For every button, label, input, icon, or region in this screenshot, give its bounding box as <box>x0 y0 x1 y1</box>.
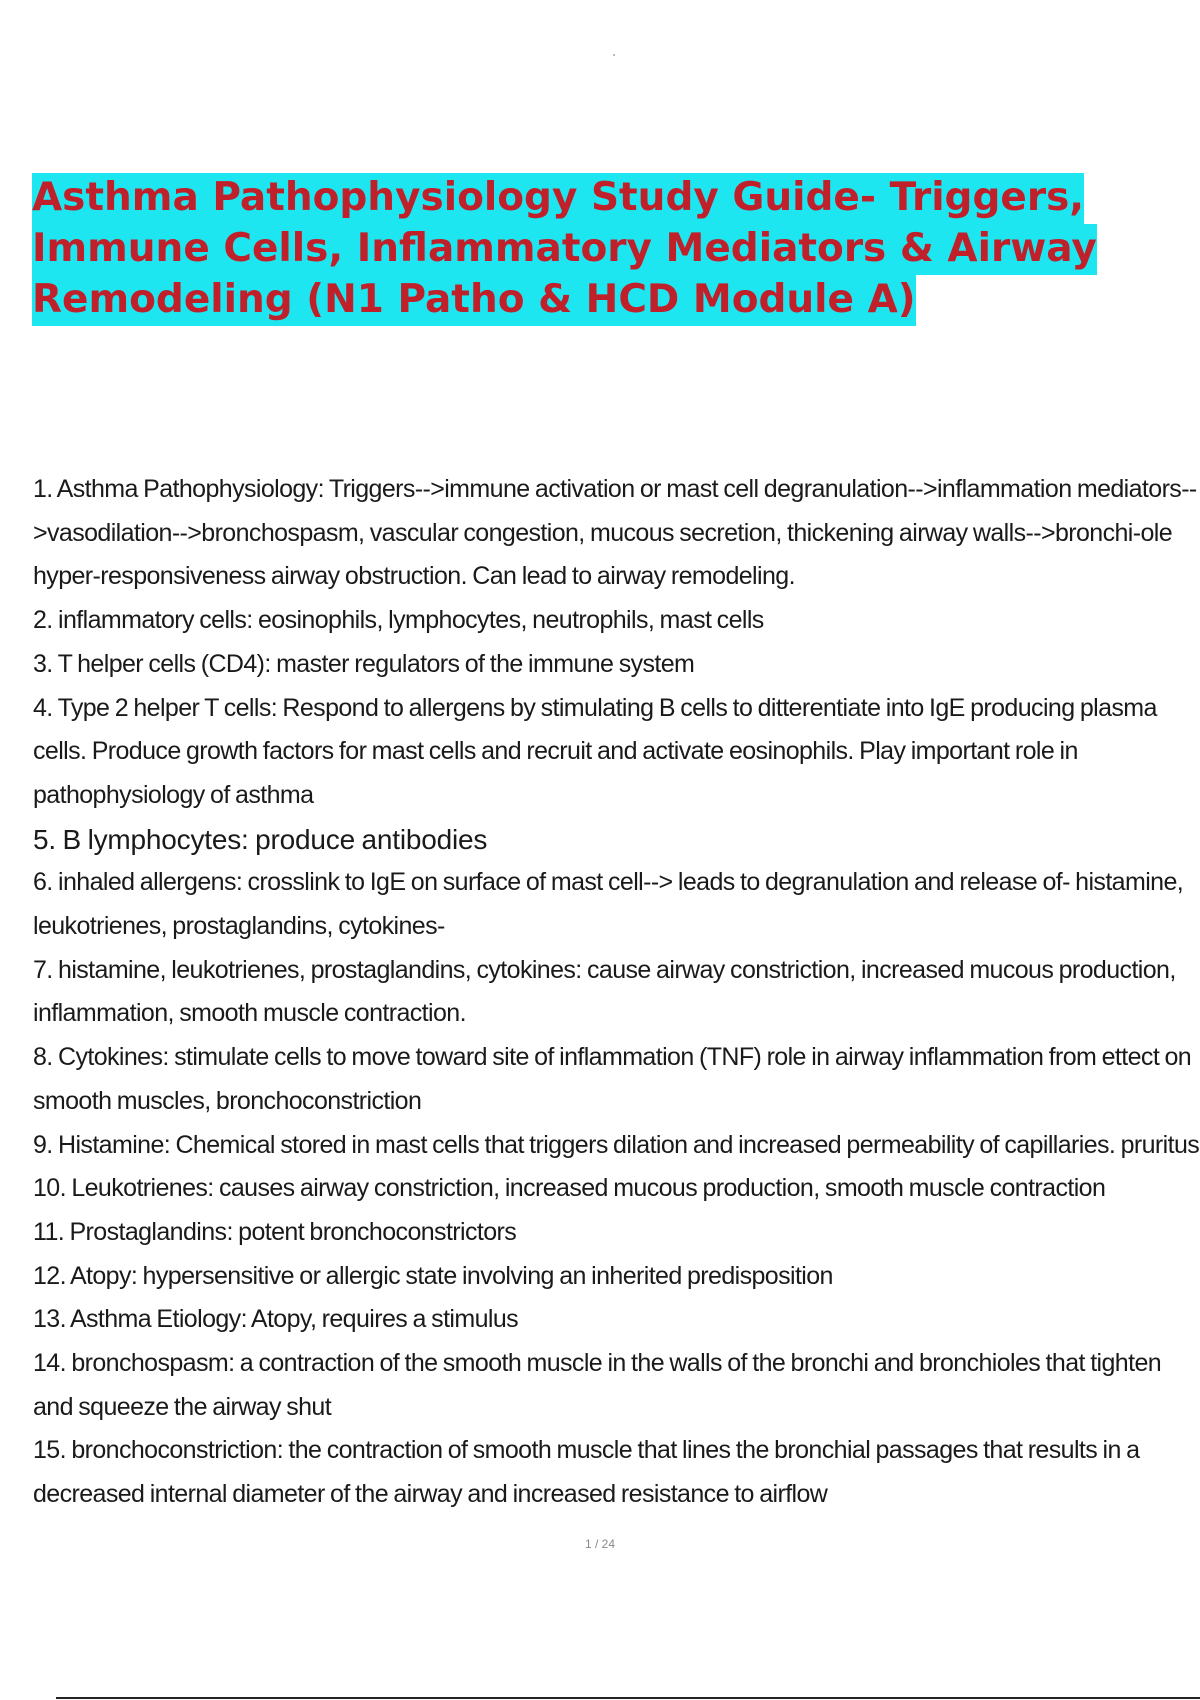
list-item <box>33 949 1200 1036</box>
item-text: Histamine: Chemical stored in mast cells that triggers dilation and increased permeability of capillaries. pruritus <box>58 1130 1200 1159</box>
list-item <box>33 1211 1200 1255</box>
item-text: inhaled allergens: crosslink to IgE on surface of mast cell--> leads to degranulation and release of- histamine, leukotrienes, prostaglandins, cytokines- <box>33 868 1184 941</box>
item-number: 15. <box>33 1436 66 1465</box>
item-text: Prostaglandins: potent bronchoconstrictors <box>69 1217 517 1246</box>
list-item <box>33 1255 1200 1299</box>
item-number: 5. <box>33 823 56 855</box>
item-number: 12. <box>33 1261 66 1290</box>
list-item <box>33 1036 1200 1123</box>
list-item <box>33 1167 1200 1211</box>
list-item <box>33 1342 1200 1429</box>
item-number: 6. <box>33 868 53 897</box>
study-guide-list <box>33 468 1200 1517</box>
item-text: bronchoconstriction: the contraction of smooth muscle that lines the bronchial passages that results in a decreased internal diameter of the airway and increased resistance to airflow <box>33 1436 1140 1509</box>
item-text: bronchospasm: a contraction of the smooth muscle in the walls of the bronchi and bronchioles that tighten and squeeze the airway shut <box>33 1349 1162 1421</box>
item-number: 2. <box>33 606 53 635</box>
item-text: Asthma Etiology: Atopy, requires a stimulus <box>69 1305 519 1334</box>
item-text: Type 2 helper T cells: Respond to allergens by stimulating B cells to ditterentiate into IgE producing plasma cells. Produce growth factors for mast cells and recruit and activate eosinophils. Play important role in pathophysiology of asthma <box>33 693 1157 809</box>
item-number: 4. <box>33 693 53 722</box>
list-item <box>33 643 1200 687</box>
list-item <box>33 687 1200 818</box>
list-item <box>33 1124 1200 1168</box>
item-number: 8. <box>33 1043 53 1072</box>
list-item <box>33 599 1200 643</box>
item-number: 10. <box>33 1174 66 1203</box>
list-item <box>33 468 1200 599</box>
item-text: T helper cells (CD4): master regulators of the immune system <box>57 649 695 678</box>
item-number: 3. <box>33 649 53 678</box>
item-text: Cytokines: stimulate cells to move toward site of inflammation (TNF) role in airway inflammation from ettect on smooth muscles, bronchoconstriction <box>33 1043 1192 1115</box>
item-number: 1. <box>33 475 53 503</box>
item-number: 13. <box>33 1305 66 1334</box>
item-text: Asthma Pathophysiology: Triggers-->immune activation or mast cell degranulation-->inflammation mediators-->vasodilation-->bronchospasm, vascular congestion, mucous secretion, thickening airway walls-->bronchi-ole hyper-responsiveness airway obstruction. Can lead to airway remodeling. <box>33 475 1197 591</box>
item-number: 14. <box>33 1349 66 1378</box>
item-text: Leukotrienes: causes airway constriction, increased mucous production, smooth muscle contraction <box>71 1174 1106 1203</box>
item-text: Atopy: hypersensitive or allergic state involving an inherited predisposition <box>69 1261 833 1290</box>
list-item <box>33 1429 1200 1516</box>
list-item <box>33 1298 1200 1342</box>
item-number: 7. <box>33 955 53 984</box>
decorative-dot <box>613 54 615 56</box>
item-number: 11. <box>33 1217 65 1246</box>
item-text: histamine, leukotrienes, prostaglandins, cytokines: cause airway constriction, increased mucous production, inflammation, smooth muscle contraction. <box>33 955 1176 1028</box>
document-title <box>32 172 1200 325</box>
page-number: 1 / 24 <box>584 1537 616 1551</box>
item-number: 9. <box>33 1130 53 1159</box>
title-highlight: Asthma Pathophysiology Study Guide- Triggers, Immune Cells, Inflammatory Mediators & Airway Remodeling (N1 Patho & HCD Module A) <box>32 173 1097 326</box>
list-item <box>33 818 1200 862</box>
list-item <box>33 861 1200 948</box>
item-text: B lymphocytes: produce antibodies <box>62 823 488 855</box>
bottom-divider <box>56 1697 1200 1699</box>
item-text: inflammatory cells: eosinophils, lymphocytes, neutrophils, mast cells <box>58 606 764 635</box>
